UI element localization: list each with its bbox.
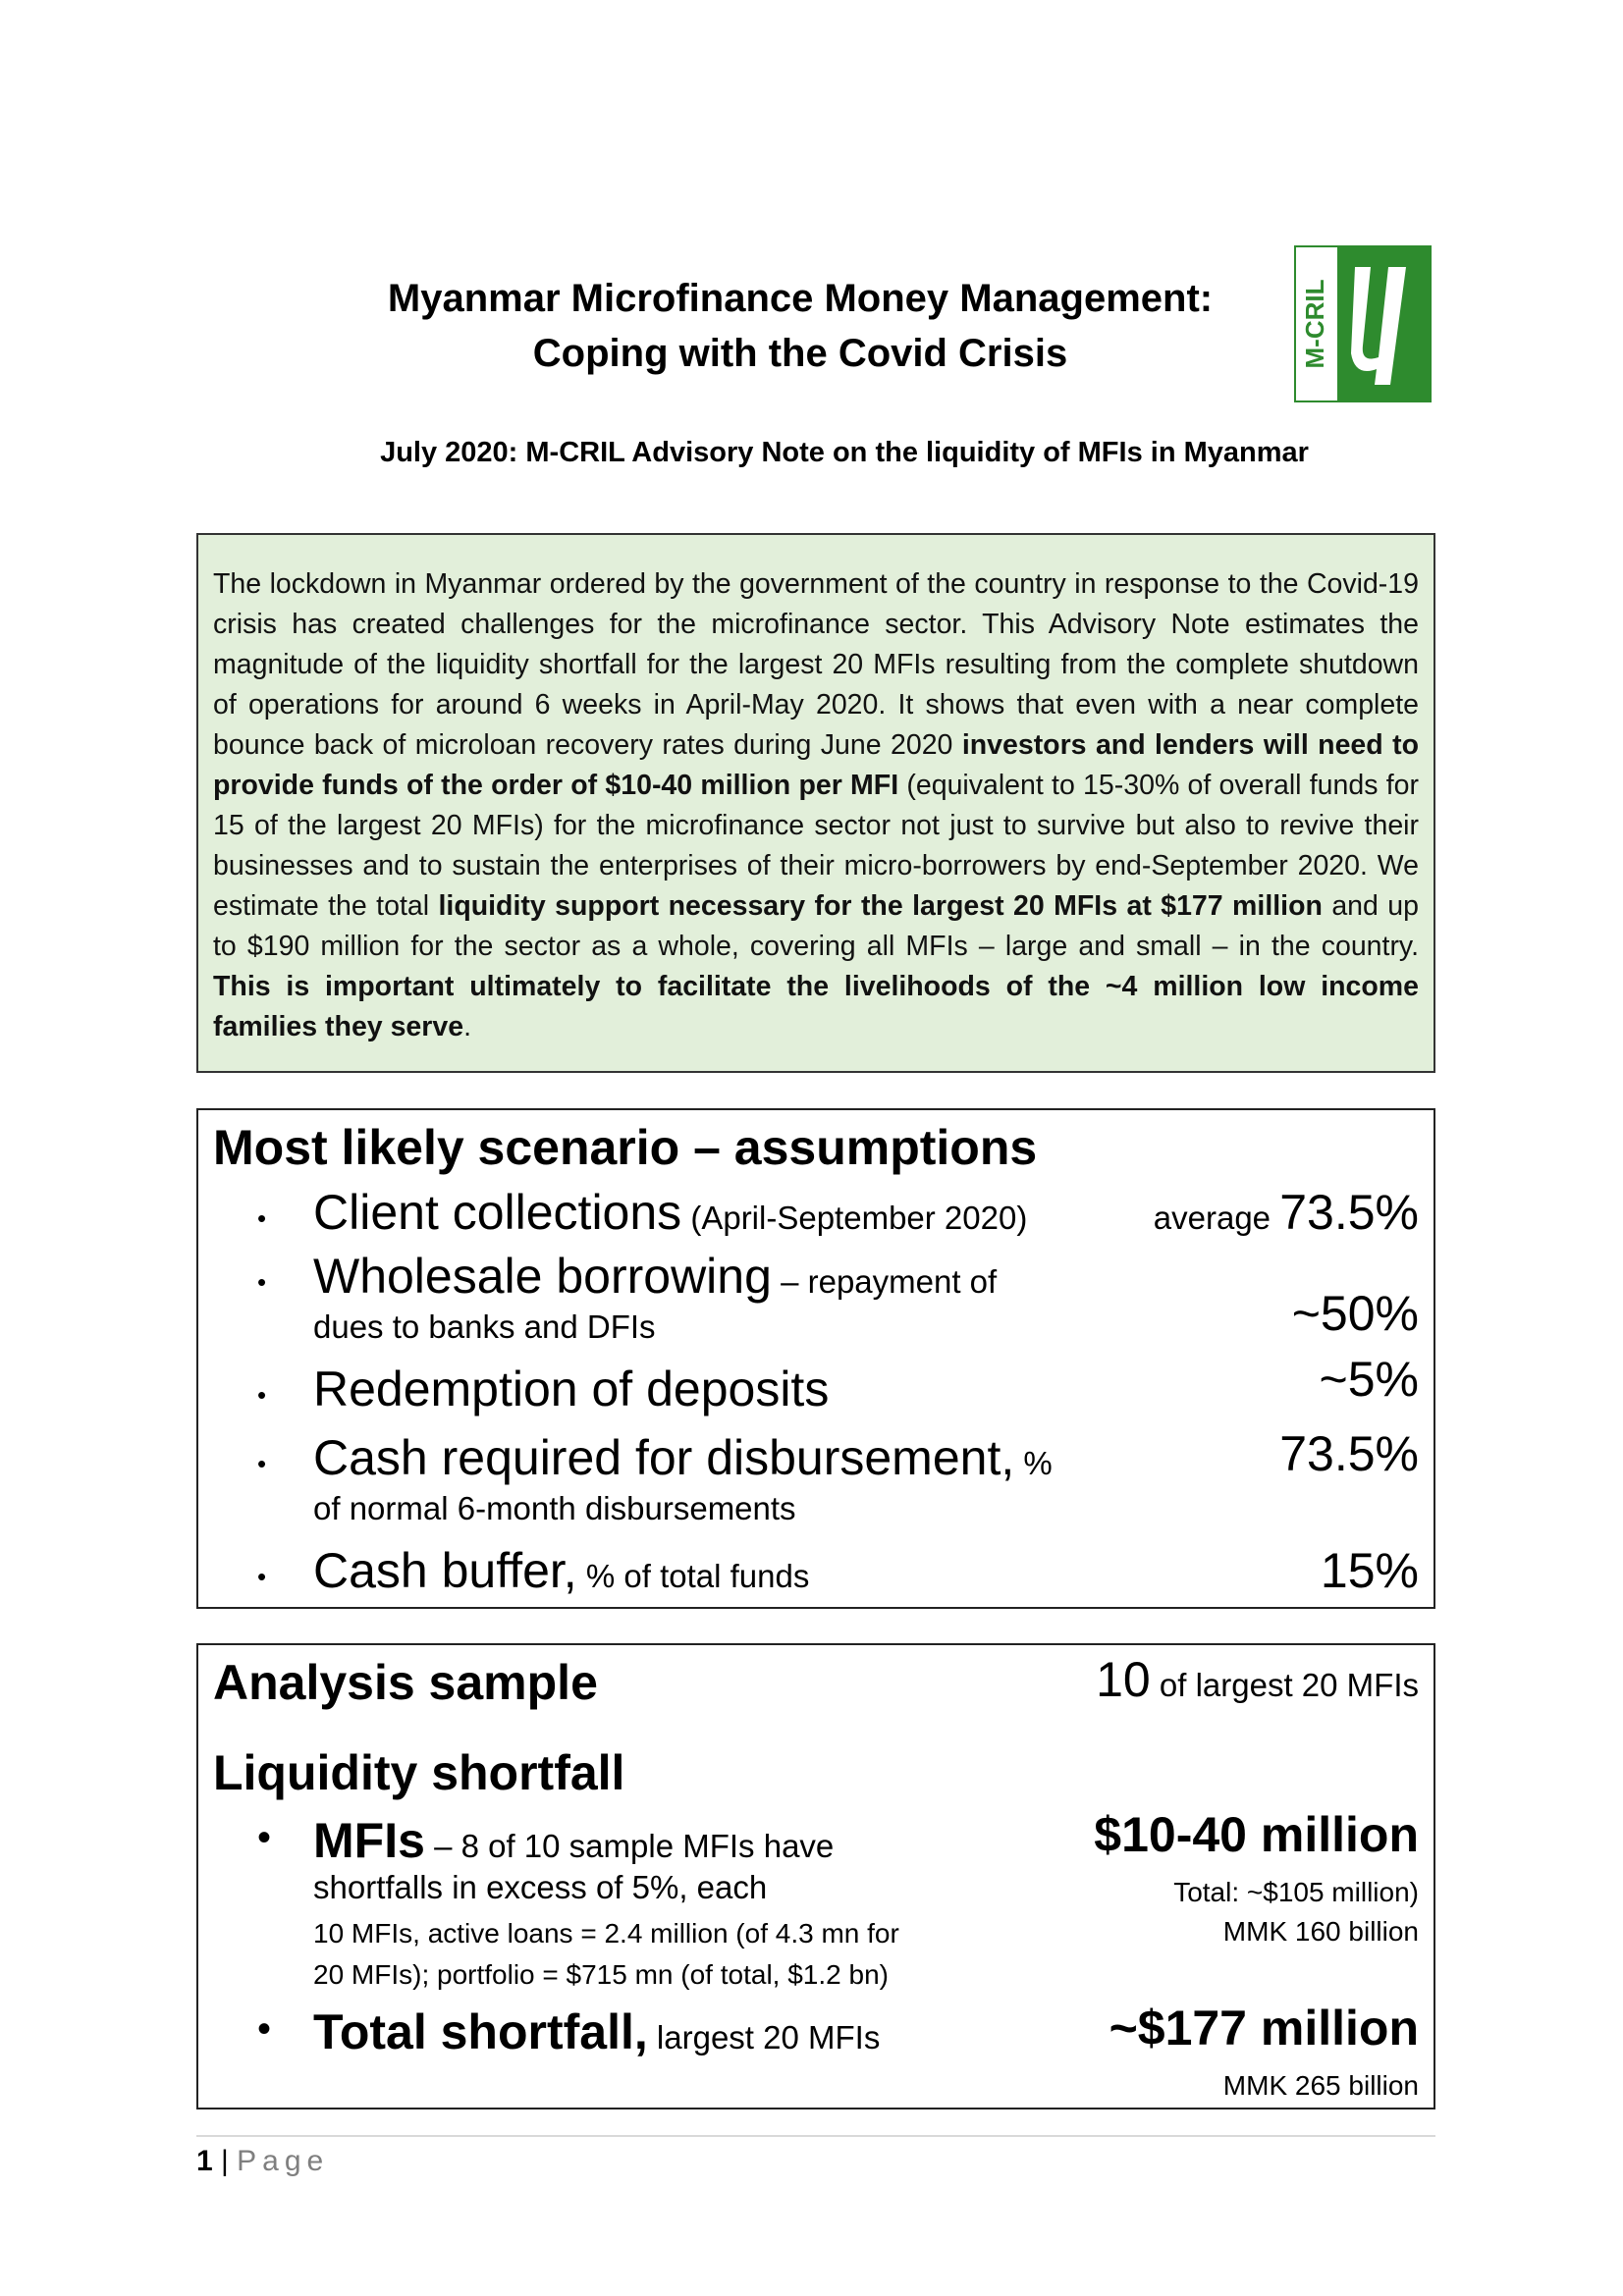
scenario-item [198,1426,1434,1527]
scenario-item-text [313,1429,1053,1486]
item-value: 73.5% [1279,1426,1419,1481]
scenario-item-text [313,1542,809,1599]
bullet-icon: • [257,2007,272,2051]
scenario-item-text [313,1184,1027,1241]
mcril-logo [1294,245,1432,402]
item-value: 15% [1320,1543,1419,1598]
total-label: Total shortfall, [313,2004,648,2059]
abstract-part-3: and up to $190 million for the sector as a whole, covering all MFIs – large and small – in the country. [213,890,1420,962]
item-label: Wholesale borrowing [313,1249,772,1304]
scenario-item [198,1542,1434,1601]
sample-count-wrap [1096,1651,1419,1708]
item-value-prefix: average [1153,1200,1280,1236]
abstract-text [213,564,1419,1047]
item-value-wrap [1154,1184,1419,1241]
scenario-heading: Most likely scenario – assumptions [213,1120,1038,1175]
total-value-sub: MMK 265 billion [1222,2070,1419,2101]
item-note: (April-September 2020) [681,1200,1028,1236]
item-value: 73.5% [1279,1185,1419,1240]
item-note: % [1014,1445,1053,1481]
item-note: % of total funds [576,1558,810,1594]
mfis-value-sub-2: MMK 160 billion [1222,1916,1419,1947]
bullet-icon: • [257,1562,267,1591]
logo-text: M-CRIL [1300,279,1329,369]
item-note-line-2: of normal 6-month disbursements [313,1490,796,1526]
item-value: ~50% [1291,1286,1419,1341]
total-item [198,2003,1434,2102]
page-footer [196,2140,329,2183]
mfis-note: – 8 of 10 sample MFIs have [424,1828,835,1864]
scenario-item [198,1352,1434,1419]
footer-divider [196,2135,1435,2137]
document-title [295,271,1306,381]
bullet-icon: • [257,1380,267,1410]
mfis-item [198,1807,1434,2008]
title-line-1: Myanmar Microfinance Money Management: [387,277,1214,320]
mfis-value-sub-1: Total: ~$105 million) [1173,1877,1419,1907]
mfis-value: $10-40 million [1094,1807,1419,1862]
mfis-label: MFIs [313,1813,425,1868]
item-label: Cash required for disbursement, [313,1430,1015,1485]
scenario-item-text [313,1248,997,1305]
scenario-box [196,1108,1435,1609]
sample-note: of largest 20 MFIs [1150,1667,1419,1703]
bullet-icon: • [257,1816,272,1859]
abstract-bold-3: This is important ultimately to facilitate the livelihoods of the ~4 million low income families they serve [213,971,1419,1042]
subtitle: July 2020: M-CRIL Advisory Note on the liquidity of MFIs in Myanmar [380,437,1309,468]
sample-count: 10 [1096,1652,1151,1707]
footer-separator: | [212,2145,238,2177]
shortfall-heading: Liquidity shortfall [213,1745,625,1800]
item-value: ~5% [1319,1352,1419,1407]
abstract-part-4: . [463,1011,471,1042]
analysis-heading: Analysis sample [213,1655,598,1710]
mfis-note-line-2: shortfalls in excess of 5%, each [313,1869,768,1905]
bullet-icon: • [257,1203,267,1233]
item-label: Client collections [313,1185,682,1240]
scenario-item [198,1248,1434,1346]
mfis-detail-2: 20 MFIs); portfolio = $715 mn (of total, $1.2 bn) [313,1959,889,1990]
total-note: largest 20 MFIs [647,2019,881,2056]
page-number: 1 [196,2145,213,2177]
bullet-icon: • [257,1267,267,1297]
item-label: Redemption of deposits [313,1362,830,1416]
total-value: ~$177 million [1109,2001,1419,2056]
page-label: Page [237,2145,330,2177]
mfis-detail-1: 10 MFIs, active loans = 2.4 million (of 4.3 mn for [313,1918,899,1949]
item-label: Cash buffer, [313,1543,577,1598]
scenario-item [198,1184,1434,1243]
title-line-2: Coping with the Covid Crisis [532,332,1068,375]
abstract-part-2: (equivalent to 15-30% of overall funds for 15 of the largest 20 MFIs) for the microfinance sector not just to survive but also to revive their businesses and to sustain the enterprises of their micro-borrowers by end-September 2020. We estimate the total [213,770,1419,922]
abstract-part-1: The lockdown in Myanmar ordered by the government of the country in response to the Covid-19 crisis has created challenges for the microfinance sector. This Advisory Note estimates the magnitude of the liquidity shortfall for the largest 20 MFIs resulting from the complete shutdown of operations for around 6 weeks in April-May 2020. It shows that even with a near complete bounce back of microloan recovery rates during June 2020 [213,568,1419,761]
item-note-line-2: dues to banks and DFIs [313,1308,656,1345]
item-note: – repayment of [771,1263,998,1300]
abstract-bold-2: liquidity support necessary for the largest 20 MFIs at $177 million [438,890,1323,922]
analysis-box [196,1643,1435,2109]
abstract-box [196,533,1435,1073]
total-text [313,2003,880,2060]
bullet-icon: • [257,1449,267,1478]
mfis-text [313,1812,834,1869]
abstract-bold-1: investors and lenders will need to provide funds of the order of $10-40 million per MFI [213,729,1419,801]
mcril-logo-graphic [1296,247,1430,400]
